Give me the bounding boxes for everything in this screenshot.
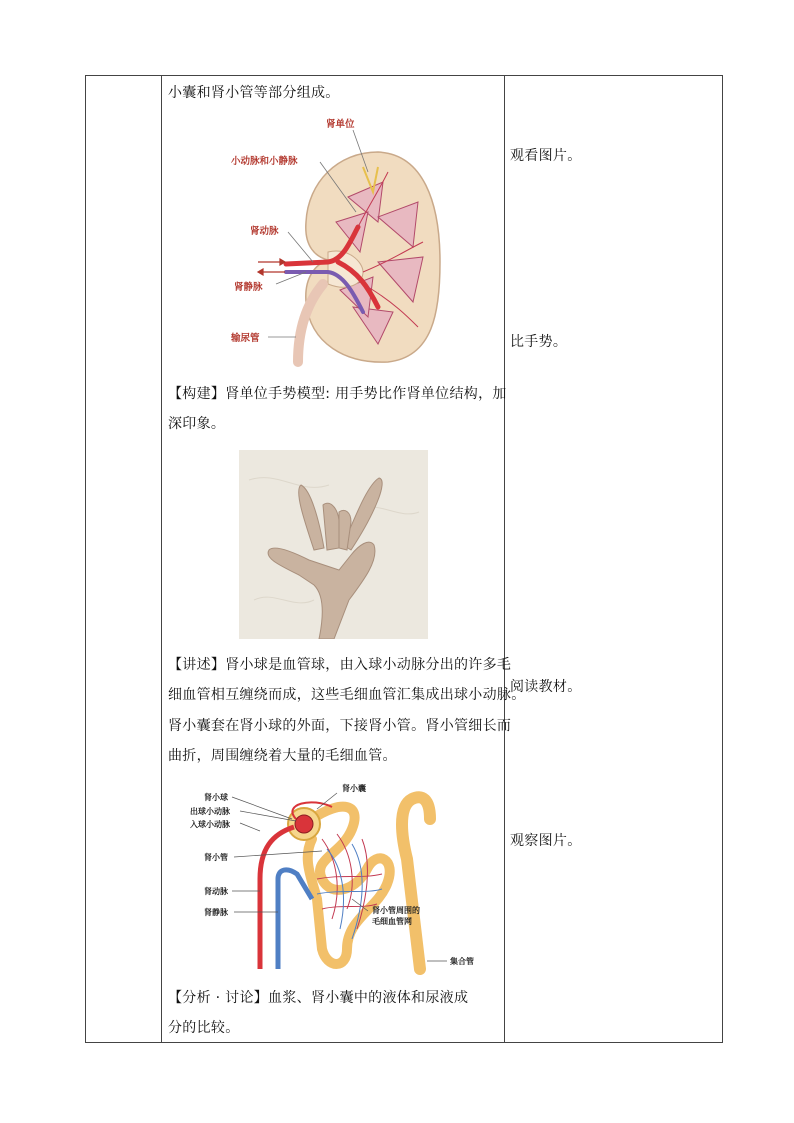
lecture-line-2: 细血管相互缠绕而成，这些毛细血管汇集成出球小动脉。 <box>168 687 526 703</box>
label-renal-vein: 肾静脉 <box>204 908 228 917</box>
discuss-line-1: 【分析 · 讨论】血浆、肾小囊中的液体和尿液成 <box>168 990 469 1006</box>
renal-tubule-tube <box>308 807 390 964</box>
lecture-line-4: 曲折，周围缠绕着大量的毛细血管。 <box>168 748 397 764</box>
label-capillary-net-2: 毛细血管网 <box>372 917 412 926</box>
activity-observe-picture: 观察图片。 <box>510 833 582 849</box>
activity-gesture: 比手势。 <box>510 334 568 350</box>
label-nephron: 肾单位 <box>326 119 355 130</box>
lecture-line-3: 肾小囊套在肾小球的外面，下接肾小管。肾小管细长而 <box>168 718 512 734</box>
activity-view-picture: 观看图片。 <box>510 148 582 164</box>
kidney-diagram <box>228 112 448 377</box>
nephron-diagram <box>172 779 490 977</box>
label-renal-artery: 肾动脉 <box>250 226 279 237</box>
label-renal-tubule: 肾小管 <box>204 853 228 862</box>
lecture-line-1: 【讲述】肾小球是血管球，由入球小动脉分出的许多毛 <box>168 657 512 673</box>
label-glomerulus: 肾小球 <box>204 793 228 802</box>
intro-line: 小囊和肾小管等部分组成。 <box>168 85 340 101</box>
collecting-duct-tube <box>402 797 430 969</box>
label-efferent-arteriole: 出球小动脉 <box>190 807 230 816</box>
column-divider-right <box>504 76 505 1042</box>
label-collecting-duct: 集合管 <box>450 957 474 966</box>
build-line-1: 【构建】肾单位手势模型: 用手势比作肾单位结构，加 <box>168 386 507 402</box>
hand-gesture-photo <box>239 450 428 639</box>
renal-vein-vessel <box>278 870 312 969</box>
label-renal-artery: 肾动脉 <box>204 887 228 896</box>
label-capsule: 肾小囊 <box>342 784 366 793</box>
discuss-line-2: 分的比较。 <box>168 1020 240 1036</box>
label-renal-vein: 肾静脉 <box>234 282 263 293</box>
label-arterioles-venules: 小动脉和小静脉 <box>231 156 298 167</box>
glomerulus-ball <box>295 815 313 833</box>
label-capillary-net-1: 肾小管周围的 <box>372 906 420 915</box>
label-ureter: 输尿管 <box>231 333 260 344</box>
activity-read-textbook: 阅读教材。 <box>510 679 582 695</box>
label-afferent-arteriole: 入球小动脉 <box>190 820 230 829</box>
column-divider-left <box>161 76 162 1042</box>
build-line-2: 深印象。 <box>168 416 226 432</box>
